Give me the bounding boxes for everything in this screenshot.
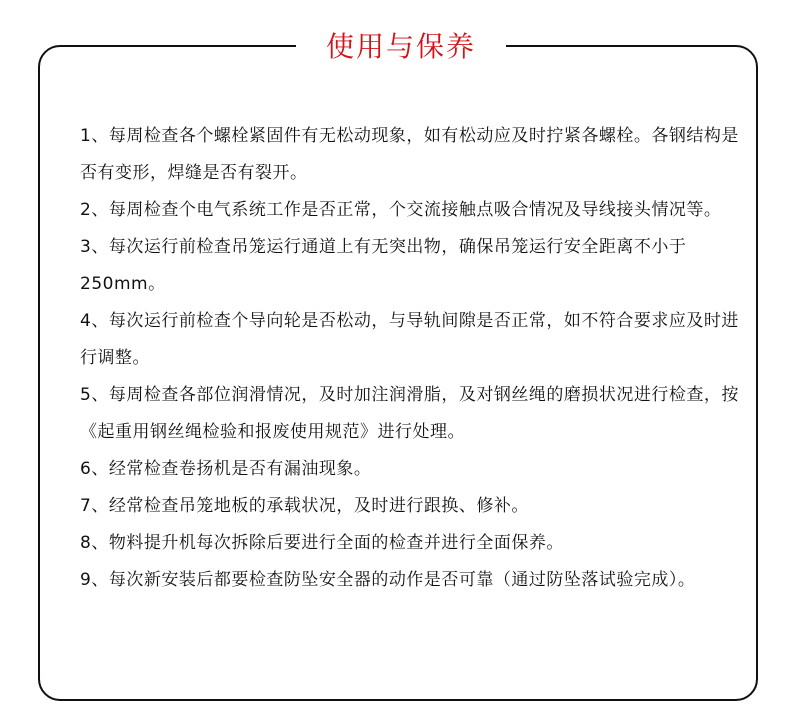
list-item: 5、每周检查各部位润滑情况，及时加注润滑脂，及对钢丝绳的磨损状况进行检查，按《起重用钢丝绳检验和报废使用规范》进行处理。	[80, 385, 739, 442]
list-item: 8、物料提升机每次拆除后要进行全面的检查并进行全面保养。	[80, 533, 564, 553]
list-item: 9、每次新安装后都要检查防坠安全器的动作是否可靠（通过防坠落试验完成）。	[80, 570, 696, 590]
maintenance-list	[80, 118, 740, 599]
list-item: 4、每次运行前检查个导向轮是否松动，与导轨间隙是否正常，如不符合要求应及时进行调整。	[80, 311, 739, 368]
page-title: 使用与保养	[325, 30, 476, 63]
title-box	[296, 18, 506, 72]
list-item: 7、经常检查吊笼地板的承载状况，及时进行跟换、修补。	[80, 496, 529, 516]
list-item: 1、每周检查各个螺栓紧固件有无松动现象，如有松动应及时拧紧各螺栓。各钢结构是否有变形，焊缝是否有裂开。	[80, 126, 739, 183]
list-item: 2、每周检查个电气系统工作是否正常，个交流接触点吸合情况及导线接头情况等。	[80, 200, 722, 220]
list-item: 6、经常检查卷扬机是否有漏油现象。	[80, 459, 372, 479]
list-item: 3、每次运行前检查吊笼运行通道上有无突出物，确保吊笼运行安全距离不小于 250mm。	[80, 237, 687, 294]
